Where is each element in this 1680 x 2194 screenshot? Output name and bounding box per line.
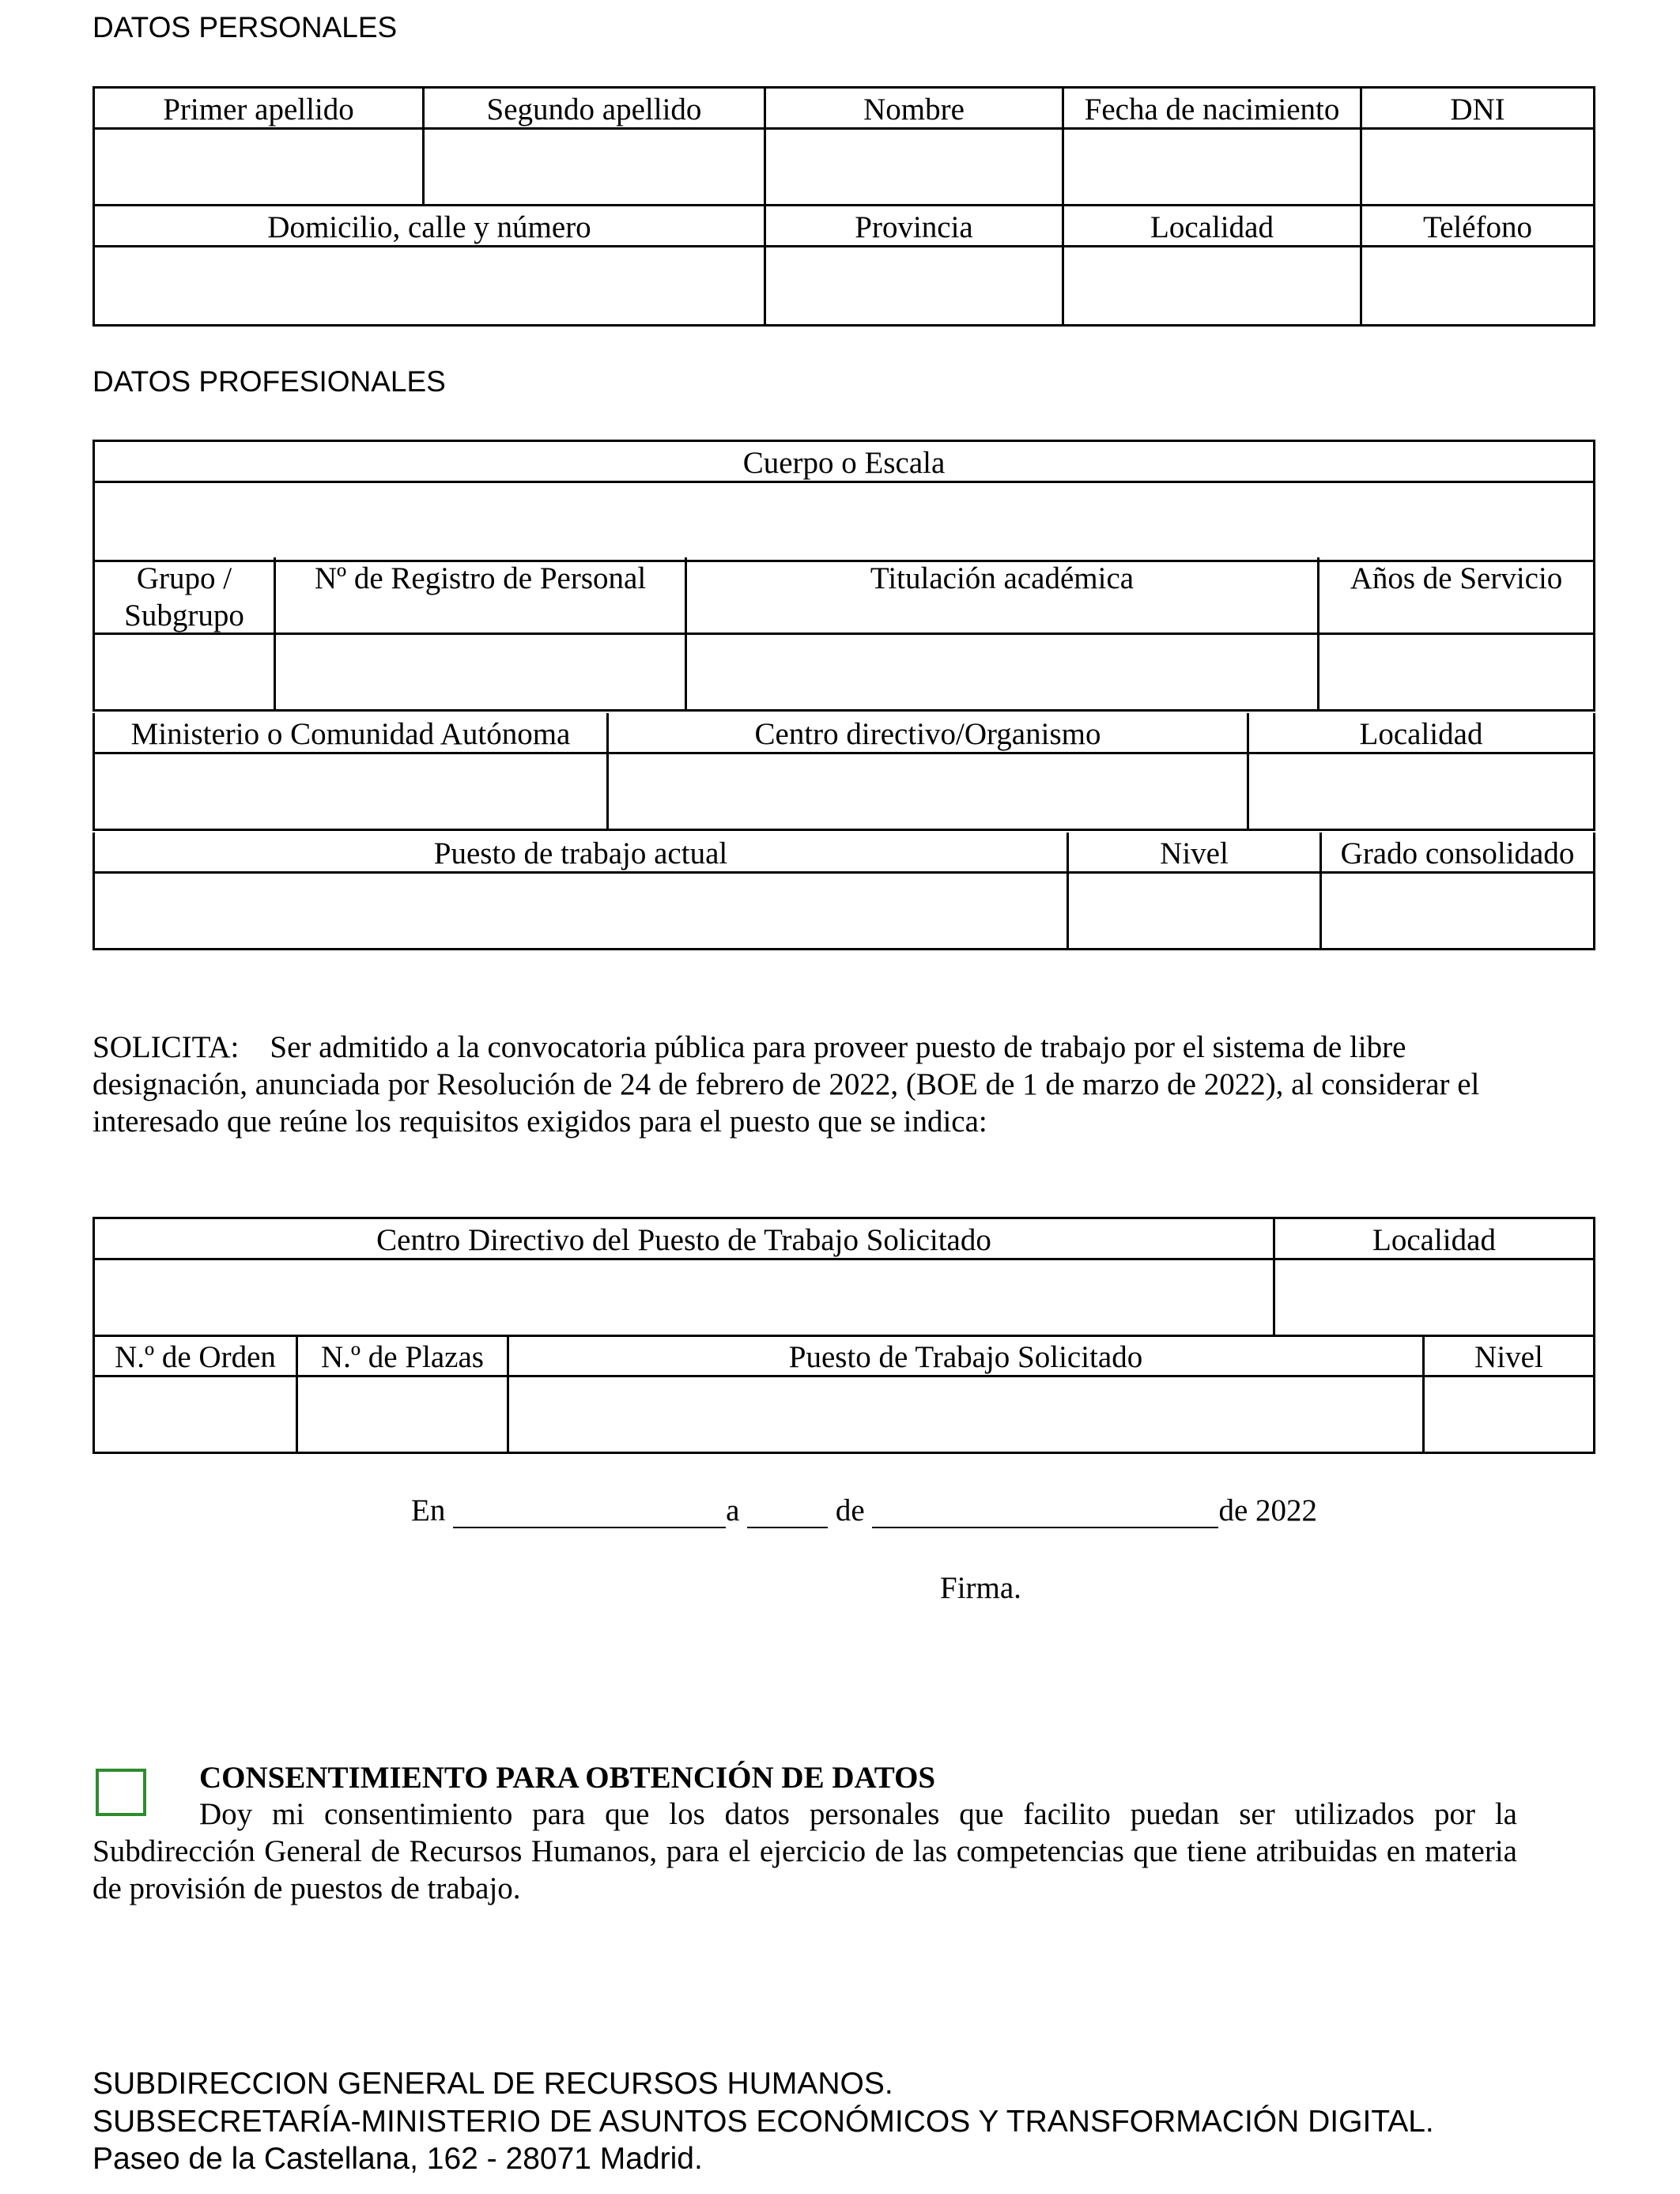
header-nombre: Nombre xyxy=(766,89,1064,130)
field-cuerpo-escala[interactable] xyxy=(95,483,1595,562)
field-dni[interactable] xyxy=(1362,130,1595,206)
field-centro-solicitado[interactable] xyxy=(95,1260,1275,1337)
field-primer-apellido[interactable] xyxy=(95,130,425,206)
field-nivel[interactable] xyxy=(1069,874,1322,950)
field-registro-personal[interactable] xyxy=(276,635,687,712)
requested-centro-table xyxy=(92,1217,1595,1337)
header-registro-personal: Nº de Registro de Personal xyxy=(276,557,687,635)
field-localidad-profesional[interactable] xyxy=(1249,754,1595,831)
consent-title: CONSENTIMIENTO PARA OBTENCIÓN DE DATOS xyxy=(199,1761,936,1795)
header-titulacion: Titulación académica xyxy=(687,557,1319,635)
puesto-actual-table xyxy=(92,833,1595,950)
lugar-blank[interactable] xyxy=(453,1495,726,1528)
place-date-line xyxy=(411,1493,1317,1528)
header-fecha-nacimiento: Fecha de nacimiento xyxy=(1064,89,1362,130)
footer-address xyxy=(92,2065,1516,2178)
solicita-label: SOLICITA: xyxy=(92,1030,240,1064)
header-localidad-profesional: Localidad xyxy=(1249,713,1595,754)
grupo-registro-table xyxy=(92,557,1595,712)
header-domicilio: Domicilio, calle y número xyxy=(95,206,766,247)
field-ministerio[interactable] xyxy=(95,754,609,831)
header-numero-orden: N.º de Orden xyxy=(95,1336,298,1377)
field-fecha-nacimiento[interactable] xyxy=(1064,130,1362,206)
field-puesto-actual[interactable] xyxy=(95,874,1069,950)
field-numero-orden[interactable] xyxy=(95,1377,298,1454)
solicita-paragraph xyxy=(92,1029,1523,1140)
ministerio-table xyxy=(92,713,1595,831)
header-nivel-solicitado: Nivel xyxy=(1425,1336,1595,1377)
header-grupo-subgrupo: Grupo / Subgrupo xyxy=(95,557,276,635)
field-grupo-subgrupo[interactable] xyxy=(95,635,276,712)
header-centro-solicitado: Centro Directivo del Puesto de Trabajo Solicitado xyxy=(95,1219,1275,1260)
personal-data-heading: DATOS PERSONALES xyxy=(92,11,398,43)
footer-line-1: SUBDIRECCION GENERAL DE RECURSOS HUMANOS. xyxy=(92,2067,893,2101)
header-dni: DNI xyxy=(1362,89,1595,130)
en-label: En xyxy=(411,1494,446,1527)
field-telefono[interactable] xyxy=(1362,247,1595,327)
consent-text: Doy mi consentimiento para que los datos personales que facilito puedan ser utilizados por la Subdirección General de Recursos Humanos, para el ejercicio de las competencias que tiene atribuidas en materia de provisión de puestos de trabajo. xyxy=(92,1797,1517,1905)
header-provincia: Provincia xyxy=(766,206,1064,247)
firma-label: Firma. xyxy=(940,1571,1021,1605)
header-puesto-actual: Puesto de trabajo actual xyxy=(95,833,1069,874)
field-nivel-solicitado[interactable] xyxy=(1425,1377,1595,1454)
header-ministerio: Ministerio o Comunidad Autónoma xyxy=(95,713,609,754)
dia-blank[interactable] xyxy=(747,1495,828,1528)
header-primer-apellido: Primer apellido xyxy=(95,89,425,130)
field-numero-plazas[interactable] xyxy=(298,1377,509,1454)
field-segundo-apellido[interactable] xyxy=(425,130,766,206)
footer-line-3: Paseo de la Castellana, 162 - 28071 Madrid. xyxy=(92,2142,703,2177)
header-puesto-solicitado: Puesto de Trabajo Solicitado xyxy=(509,1336,1425,1377)
field-titulacion[interactable] xyxy=(687,635,1319,712)
field-localidad[interactable] xyxy=(1064,247,1362,327)
field-grado-consolidado[interactable] xyxy=(1322,874,1595,950)
a-label: a xyxy=(726,1494,740,1527)
header-numero-plazas: N.º de Plazas xyxy=(298,1336,509,1377)
header-segundo-apellido: Segundo apellido xyxy=(425,89,766,130)
header-nivel: Nivel xyxy=(1069,833,1322,874)
header-cuerpo-escala: Cuerpo o Escala xyxy=(95,442,1595,483)
field-anos-servicio[interactable] xyxy=(1319,635,1595,712)
field-localidad-solicitada[interactable] xyxy=(1275,1260,1595,1337)
header-centro-directivo: Centro directivo/Organismo xyxy=(609,713,1249,754)
header-grado-consolidado: Grado consolidado xyxy=(1322,833,1595,874)
mes-blank[interactable] xyxy=(872,1495,1218,1528)
field-puesto-solicitado[interactable] xyxy=(509,1377,1425,1454)
header-localidad: Localidad xyxy=(1064,206,1362,247)
field-centro-directivo[interactable] xyxy=(609,754,1249,831)
footer-line-2: SUBSECRETARÍA-MINISTERIO DE ASUNTOS ECONÓMICOS Y TRANSFORMACIÓN DIGITAL. xyxy=(92,2104,1434,2139)
header-telefono: Teléfono xyxy=(1362,206,1595,247)
header-anos-servicio: Años de Servicio xyxy=(1319,557,1595,635)
personal-data-table xyxy=(92,86,1595,327)
header-localidad-solicitada: Localidad xyxy=(1275,1219,1595,1260)
year-label: de 2022 xyxy=(1218,1494,1318,1527)
field-domicilio[interactable] xyxy=(95,247,766,327)
solicita-text: Ser admitido a la convocatoria pública para proveer puesto de trabajo por el sistema de libre designación, anunciada por Resolución de 24 de febrero de 2022, (BOE de 1 de marzo de 2022), al considerar el interesado que reúne los requisitos exigidos para el puesto que se indica: xyxy=(92,1030,1480,1139)
cuerpo-escala-table xyxy=(92,440,1595,562)
field-nombre[interactable] xyxy=(766,130,1064,206)
field-provincia[interactable] xyxy=(766,247,1064,327)
professional-data-heading: DATOS PROFESIONALES xyxy=(92,365,446,398)
requested-puesto-table xyxy=(92,1336,1595,1454)
de-label: de xyxy=(835,1494,865,1527)
